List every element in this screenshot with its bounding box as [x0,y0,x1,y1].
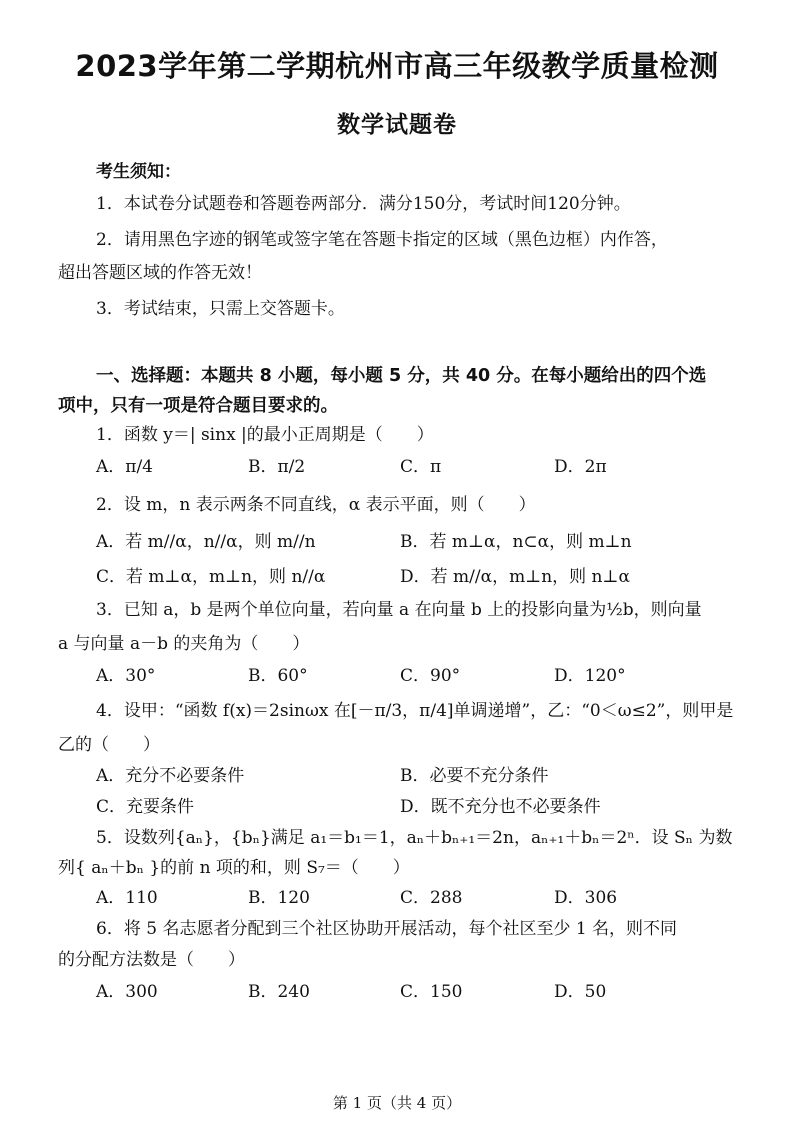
question-1-option-d: D．2π [554,457,607,477]
question-4-option-c: C．充要条件 [96,797,195,817]
question-6-option-c: C．150 [400,982,463,1002]
question-6-option-a: A．300 [96,982,158,1002]
watermark-mark [718,1094,778,1110]
question-6-stem-line-2: 的分配方法数是（ ） [58,950,245,970]
question-5-option-a: A．110 [96,888,158,908]
notice-heading: 考生须知： [96,162,181,182]
question-5-option-b: B．120 [248,888,310,908]
question-1-option-b: B．π/2 [248,457,306,477]
question-4-stem-line-2: 乙的（ ） [58,735,160,755]
question-2-option-d: D．若 m//α，m⊥n，则 n⊥α [400,567,630,587]
question-5-option-c: C．288 [400,888,463,908]
question-2-option-a: A．若 m//α，n//α，则 m//n [96,532,316,552]
question-2-option-b: B．若 m⊥α，n⊂α，则 m⊥n [400,532,632,552]
question-4-option-a: A．充分不必要条件 [96,766,245,786]
question-2-option-c: C．若 m⊥α，m⊥n，则 n//α [96,567,326,587]
question-6-option-b: B．240 [248,982,310,1002]
question-3-stem-line-2: a 与向量 a－b 的夹角为（ ） [58,634,310,654]
question-3-option-a: A．30° [96,666,156,686]
notice-item-3: 3．考试结束，只需上交答题卡。 [96,299,345,319]
notice-item-2: 2．请用黑色字迹的钢笔或签字笔在答题卡指定的区域（黑色边框）内作答， [96,230,668,250]
section-heading-line-2: 项中，只有一项是符合题目要求的。 [58,396,338,416]
question-5-stem-line-2: 列{ aₙ＋bₙ }的前 n 项的和，则 S₇＝（ ） [58,858,410,878]
question-3-stem-line-1: 3．已知 a，b 是两个单位向量，若向量 a 在向量 b 上的投影向量为½b，则向量 [96,600,702,620]
question-4-stem-line-1: 4．设甲：“函数 f(x)＝2sinωx 在[－π/3，π/4]单调递增”，乙：“0＜ω≤2”，则甲是 [96,701,734,721]
notice-item-1: 1．本试卷分试题卷和答题卷两部分．满分150分，考试时间120分钟。 [96,194,631,214]
question-1-option-c: C．π [400,457,442,477]
question-3-option-c: C．90° [400,666,461,686]
question-4-option-b: B．必要不充分条件 [400,766,549,786]
question-3-option-b: B．60° [248,666,308,686]
question-5-option-d: D．306 [554,888,618,908]
question-4-option-d: D．既不充分也不必要条件 [400,797,601,817]
page-title: 2023学年第二学期杭州市高三年级教学质量检测 [75,49,719,83]
question-6-option-d: D．50 [554,982,607,1002]
question-1-option-a: A．π/4 [96,457,153,477]
section-heading-line-1: 一、选择题：本题共 8 小题，每小题 5 分，共 40 分。在每小题给出的四个选 [96,366,707,386]
page-subtitle: 数学试题卷 [337,112,457,138]
question-1-stem: 1．函数 y＝| sinx |的最小正周期是（ ） [96,425,434,445]
question-3-option-d: D．120° [554,666,626,686]
question-6-stem-line-1: 6．将 5 名志愿者分配到三个社区协助开展活动，每个社区至少 1 名，则不同 [96,919,678,939]
notice-item-2-cont: 超出答题区域的作答无效！ [58,263,262,283]
question-2-stem: 2．设 m，n 表示两条不同直线，α 表示平面，则（ ） [96,495,536,515]
page-number: 第 1 页（共 4 页） [332,1094,462,1112]
question-5-stem-line-1: 5．设数列{aₙ}，{bₙ}满足 a₁＝b₁＝1，aₙ＋bₙ₊₁＝2n，aₙ₊₁＋bₙ＝2ⁿ．设 Sₙ 为数 [96,828,733,848]
